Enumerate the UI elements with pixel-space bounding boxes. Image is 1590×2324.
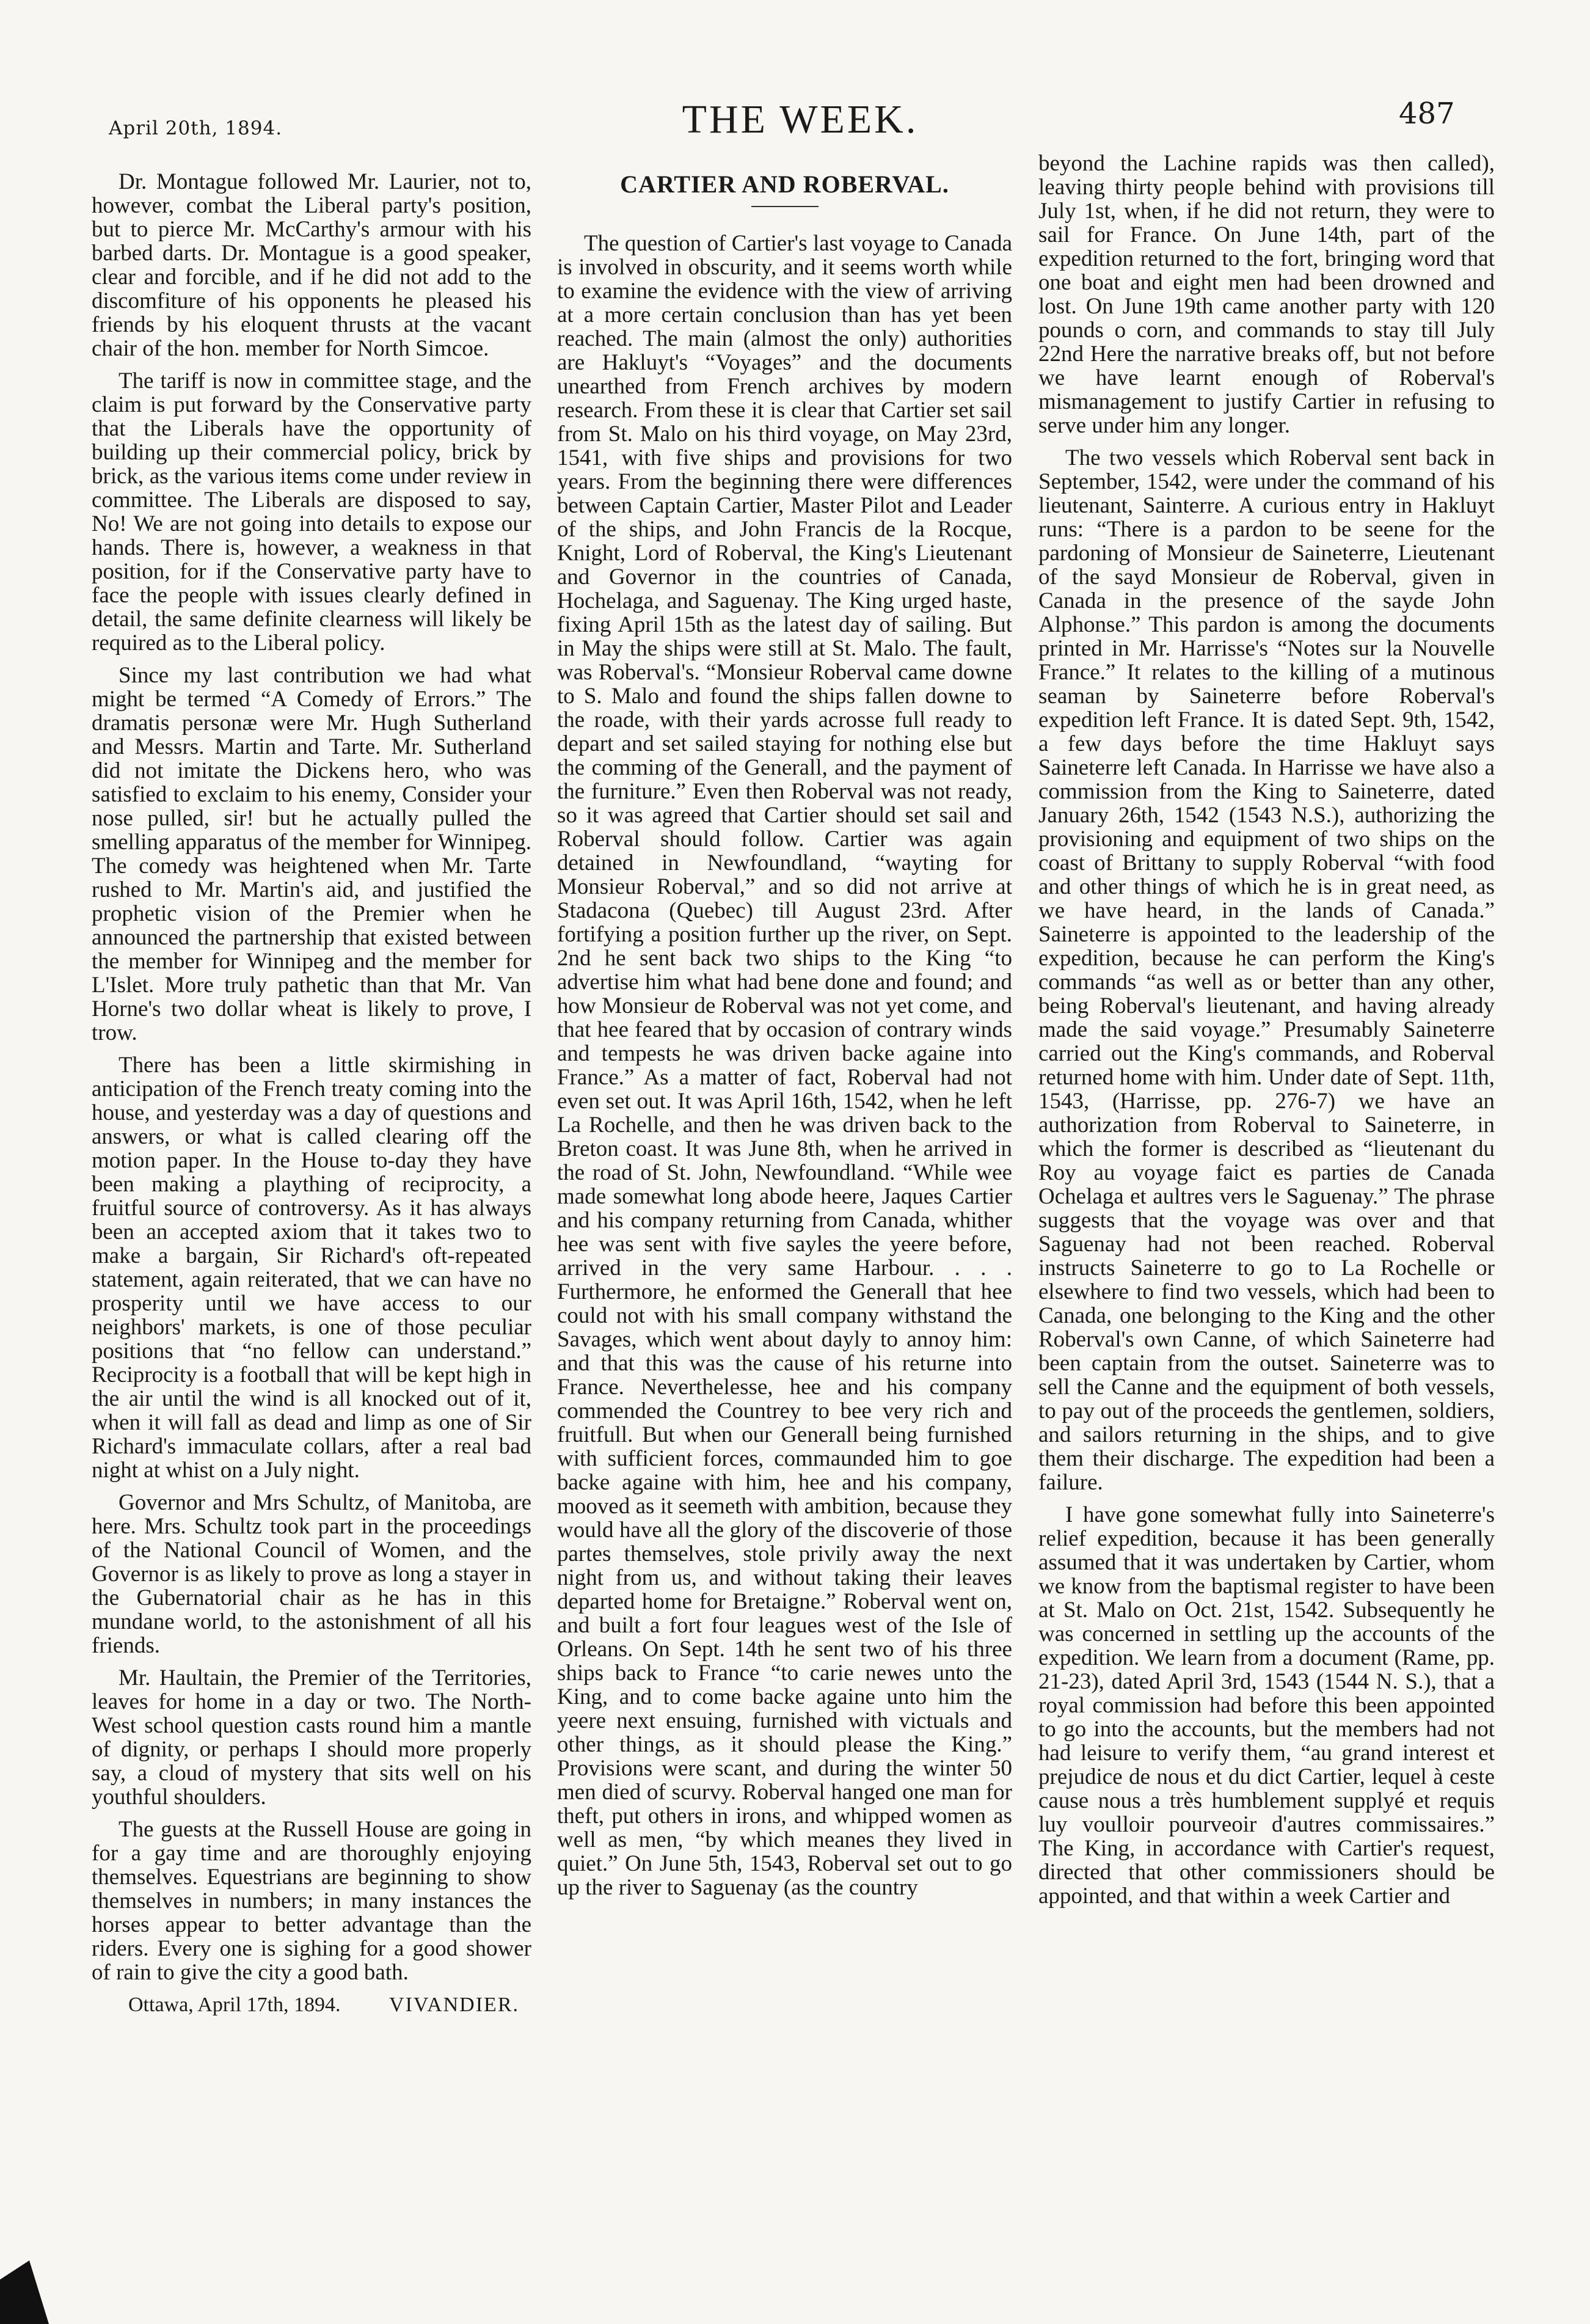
- paragraph: I have gone somewhat fully into Saineterre's relief expedition, because it has been generally assumed that it was undertaken by Cartier, whom we know from the baptismal register to have been at St. Malo on Oct. 21st, 1542. Subsequently he was concerned in settling up the accounts of the expedition. We learn from a document (Rame, pp. 21-23), dated April 3rd, 1543 (1544 N. S.), that a royal commission had before this been appointed to go into the accounts, but the members had not had leisure to verify them, “au grand interest et prejudice de nous et du dict Cartier, lequel à ceste cause nous a très humblement supplyé et requis luy voulloir pourveoir d'autres commissaires.” The King, in accordance with Cartier's request, directed that other commissioners should be appointed, and that within a week Cartier and: [1038, 1502, 1495, 1909]
- heading-rule: [751, 206, 819, 207]
- page-number: 487: [1399, 97, 1455, 131]
- paragraph: There has been a little skirmishing in anticipation of the French treaty coming into the house, and yesterday was a day of questions and answers, or what is called clearing off the motion paper. In the House to-day they have been making a plaything of reciprocity, a fruitful source of controversy. As it has always been an accepted axiom that it takes two to make a bargain, Sir Richard's oft-repeated statement, again reiterated, that we can have no prosperity until we have access to our neighbors' markets, is one of those peculiar positions that “no fellow can understand.” Reciprocity is a football that will be kept high in the air until the wind is all knocked out of it, when it will fall as dead and limp as one of Sir Richard's immaculate collars, after a real bad night at whist on a July night.: [92, 1053, 531, 1483]
- issue-date: April 20th, 1894.: [109, 117, 283, 139]
- paragraph: Mr. Haultain, the Premier of the Territories, leaves for home in a day or two. The North-West school question casts round him a mantle of dignity, or perhaps I should more properly say, a cloud of mystery that sits well on his youthful shoulders.: [92, 1665, 531, 1810]
- dateline: Ottawa, April 17th, 1894.: [128, 1993, 341, 2016]
- column-middle: [557, 172, 1012, 1908]
- paragraph: Dr. Montague followed Mr. Laurier, not to, however, combat the Liberal party's position, but to pierce Mr. McCarthy's armour with his barbed darts. Dr. Montague is a good speaker, clear and forcible, and if he did not add to the discomfiture of his opponents he pleased his friends by his eloquent thrusts at the vacant chair of the hon. member for North Simcoe.: [92, 169, 531, 361]
- paragraph: The tariff is now in committee stage, and the claim is put forward by the Conservative party that the Liberals have the opportunity of building up their commercial policy, brick by brick, as the various items come under review in committee. The Liberals are disposed to say, No! We are not going into details to expose our hands. There is, however, a weakness in that position, for if the Conservative party have to face the people with issues clearly defined in detail, the same definite clearness will likely be required as to the Liberal policy.: [92, 368, 531, 656]
- column-right: [1038, 152, 1495, 1917]
- article-heading: CARTIER AND ROBERVAL.: [620, 170, 949, 198]
- paragraph: beyond the Lachine rapids was then called), leaving thirty people behind with provisions till July 1st, when, if he did not return, they were to sail for France. On June 14th, part of the expedition returned to the fort, bringing word that one boat and eight men had been drowned and lost. On June 19th came another party with 120 pounds o corn, and commands to stay till July 22nd Here the narrative breaks off, but not before we have learnt enough of Roberval's mismanagement to justify Cartier in refusing to serve under him any longer.: [1038, 151, 1495, 438]
- paragraph: The question of Cartier's last voyage to Canada is involved in obscurity, and it seems worth while to examine the evidence with the view of arriving at a more certain conclusion than has yet been reached. The main (almost the only) authorities are Hakluyt's “Voyages” and the documents unearthed from French archives by modern research. From these it is clear that Cartier set sail from St. Malo on his third voyage, on May 23rd, 1541, with five ships and provisions for two years. From the beginning there were differences between Captain Cartier, Master Pilot and Leader of the ships, and John Francis de la Rocque, Knight, Lord of Roberval, the King's Lieutenant and Governor in the countries of Canada, Hochelaga, and Saguenay. The King urged haste, fixing April 15th as the latest day of sailing. But in May the ships were still at St. Malo. The fault, was Roberval's. “Monsieur Roberval came downe to S. Malo and found the ships fallen downe to the roade, with their yards acrosse full ready to depart and set sailed staying for nothing else but the comming of the Generall, and the payment of the furniture.” Even then Roberval was not ready, so it was agreed that Cartier should set sail and Roberval should follow. Cartier was again detained in Newfoundland, “wayting for Monsieur Roberval,” and so did not arrive at Stadacona (Quebec) till August 23rd. After fortifying a position further up the river, on Sept. 2nd he sent back two ships to the King “to advertise him what had bene done and found; and how Monsieur de Roberval was not yet come, and that hee feared that by occasion of contrary winds and tempests he was driven backe againe into France.” As a matter of fact, Roberval had not even set out. It was April 16th, 1542, when he left La Rochelle, and then he was driven back to the Breton coast. It was June 8th, when he arrived in the road of St. John, Newfoundland. “While wee made somewhat long abode heere, Jaques Cartier and his company returning from Canada, whither hee was sent with five sayles the yeere before, arrived in the very same Harbour. . . . Furthermore, he enformed the Generall that hee could not with his small company withstand the Savages, which went about dayly to annoy him: and that this was the cause of his returne into France. Neverthelesse, hee and his company commended the Countrey to bee very rich and fruitfull. But when our Generall being furnished with sufficient forces, commaunded him to goe backe againe with him, hee and his company, mooved as it seemeth with ambition, because they would have all the glory of the discoverie of those partes themselves, stole privily away the next night from us, and without taking their leaves departed home for Bretaigne.” Roberval went on, and built a fort four leagues west of the Isle of Orleans. On Sept. 14th he sent two of his three ships back to France “to carie newes unto the King, and to come backe againe unto him the yeere next ensuing, furnished with victuals and other things, as it should please the King.” Provisions were scant, and during the winter 50 men died of scurvy. Roberval hanged one man for theft, put others in irons, and whipped women as well as men, “by which meanes they lived in quiet.” On June 5th, 1543, Roberval set out to go up the river to Saguenay (as the country: [557, 231, 1012, 1900]
- signoff: [92, 1993, 531, 2017]
- paragraph: Governor and Mrs Schultz, of Manitoba, are here. Mrs. Schultz took part in the proceedings of the National Council of Women, and the Governor is as likely to prove as long a stayer in the Gubernatorial chair as he has in this mundane world, to the astonishment of all his friends.: [92, 1490, 531, 1658]
- column-left: [92, 170, 531, 2017]
- scan-edge-mark: [0, 2260, 49, 2324]
- paragraph: The two vessels which Roberval sent back in September, 1542, were under the command of his lieutenant, Sainterre. A curious entry in Hakluyt runs: “There is a pardon to be seene for the pardoning of Monsieur de Saineterre, Lieutenant of the sayd Monsieur de Roberval, given in Canada in the presence of the sayde John Alphonse.” This pardon is among the documents printed in Mr. Harrisse's “Notes sur la Nouvelle France.” It relates to the killing of a mutinous seaman by Saineterre before Roberval's expedition left France. It is dated Sept. 9th, 1542, a few days before the time Hakluyt says Saineterre left Canada. In Harrisse we have also a commission from the King to Saineterre, dated January 26th, 1542 (1543 N.S.), authorizing the provisioning and equipment of two ships on the coast of Brittany to supply Roberval “with food and other things of which he is in great need, as we have heard, in the lands of Canada.” Saineterre is appointed to the leadership of the expedition, because he can perform the King's commands “as well as or better than any other, being Roberval's lieutenant, and having already made the said voyage.” Presumably Saineterre carried out the King's commands, and Roberval returned home with him. Under date of Sept. 11th, 1543, (Harrisse, pp. 276-7) we have an authorization from Roberval to Saineterre, in which the former is described as “lieutenant du Roy au voyage faict es parties de Canada Ochelaga et aultres vers le Saguenay.” The phrase suggests that the voyage was over and that Saguenay had not been reached. Roberval instructs Saineterre to go to La Rochelle or elsewhere to find two vessels, which had been to Canada, one belonging to the King and the other Roberval's own Canne, of which Saineterre had been captain from the outset. Saineterre was to sell the Canne and the equipment of both vessels, to pay out of the proceeds the gentlemen, soldiers, and sailors returning in the ships, and to give them their discharge. The expedition had been a failure.: [1038, 445, 1495, 1495]
- masthead-title: THE WEEK.: [682, 97, 919, 142]
- paragraph: The guests at the Russell House are going in for a gay time and are thoroughly enjoying themselves. Equestrians are beginning to show themselves in numbers; in many instances the horses appear to better advantage than the riders. Every one is sighing for a good shower of rain to give the city a good bath.: [92, 1817, 531, 1985]
- paragraph: Since my last contribution we had what might be termed “A Comedy of Errors.” The dramatis personæ were Mr. Hugh Sutherland and Messrs. Martin and Tarte. Mr. Sutherland did not imitate the Dickens hero, who was satisfied to exclaim to his enemy, Consider your nose pulled, sir! but he actually pulled the smelling apparatus of the member for Winnipeg. The comedy was heightened when Mr. Tarte rushed to Mr. Martin's aid, and justified the prophetic vision of the Premier when he announced the partnership that existed between the member for Winnipeg and the member for L'Islet. More truly pathetic than that Mr. Van Horne's two dollar wheat is likely to prove, I trow.: [92, 663, 531, 1045]
- signature: VIVANDIER.: [389, 1993, 519, 2016]
